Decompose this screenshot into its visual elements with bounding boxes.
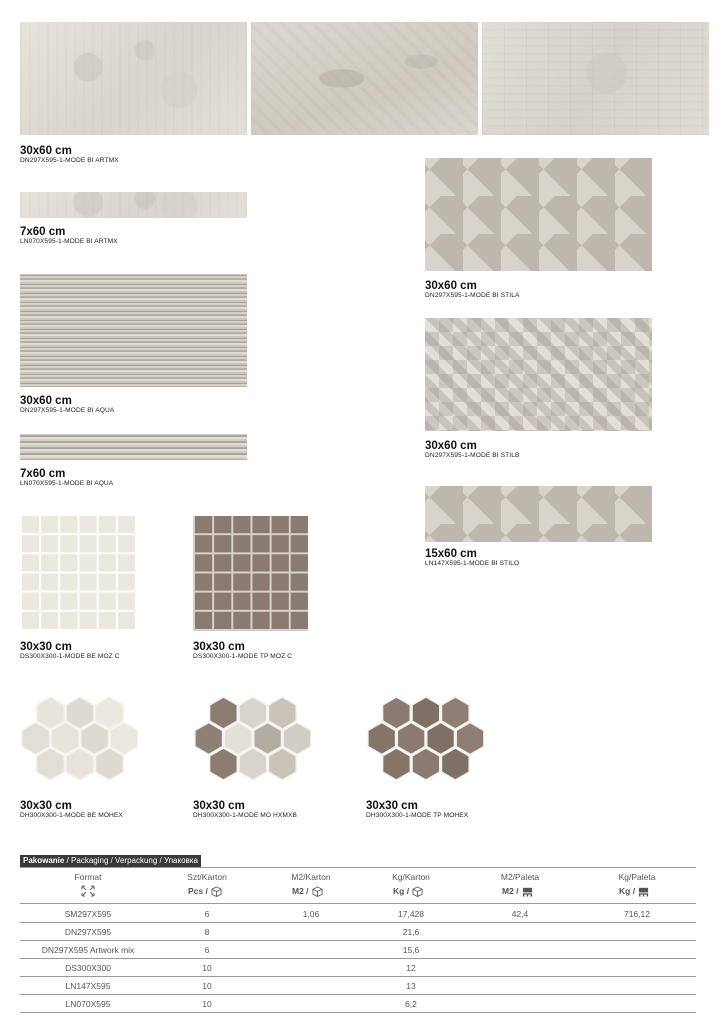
hexagon-tile: [368, 723, 396, 755]
unit-pcs: [188, 885, 222, 897]
hexagon-tile: [412, 697, 440, 729]
tile-image-hxmxb: [193, 688, 311, 788]
hexagon-tile: [383, 748, 411, 780]
hexagon-tile: [268, 748, 296, 780]
hexagon-tile: [81, 723, 109, 755]
col-header-format: Format: [74, 872, 102, 882]
col-header-m2-carton: M2/Karton: [291, 872, 331, 882]
hexagon-tile: [456, 723, 484, 755]
unit-kg-carton-label: Kg /: [393, 886, 410, 896]
tile-image-artmx-1: [20, 22, 247, 135]
tile-image-moz-tp: [193, 516, 308, 631]
unit-kg-pallet-label: Kg /: [619, 886, 636, 896]
table-rule: [20, 994, 696, 995]
hexagon-tile: [239, 697, 267, 729]
hexagon-tile: [110, 723, 138, 755]
hexagon-tile: [66, 748, 94, 780]
tile-code: DS300X300-1-MODE TP MOZ C: [193, 653, 292, 660]
hexagon-tile: [95, 748, 123, 780]
cell-kg-carton: 15,6: [402, 945, 420, 955]
pallet-icon: [522, 886, 533, 897]
tile-image-artmx-2: [251, 22, 478, 135]
tile-code: DH300X300-1-MODE MO HXMXB: [193, 812, 297, 819]
cell-kg-carton: 21,6: [402, 927, 420, 937]
tile-size: 30x60 cm: [20, 145, 72, 157]
cell-kg-carton: 6,2: [405, 999, 417, 1009]
tile-code: DN297X595-1-MODE BI AQUA: [20, 407, 115, 414]
tile-image-mohex-be: [20, 688, 138, 788]
box-icon: [412, 886, 423, 897]
table-rule: [20, 940, 696, 941]
table-rule-header: [20, 903, 696, 904]
table-rule: [20, 958, 696, 959]
hexagon-tile: [441, 697, 469, 729]
tile-size: 7x60 cm: [20, 226, 66, 238]
box-icon: [211, 886, 222, 897]
unit-m2-pallet-label: M2 /: [502, 886, 519, 896]
tile-image-stila: [425, 158, 652, 271]
cell-kg-carton: 13: [406, 981, 416, 991]
unit-m2-carton-label: M2 /: [292, 886, 309, 896]
col-header-kg-pallet: Kg/Paleta: [618, 872, 656, 882]
tile-image-artmx-listello: [20, 192, 247, 218]
tile-size: 30x30 cm: [193, 641, 245, 653]
hexagon-tile: [441, 748, 469, 780]
table-rule: [20, 976, 696, 977]
expand-arrows-icon: [81, 885, 95, 897]
hexagon-tile: [22, 723, 50, 755]
tile-code: DH300X300-1-MODE TP MOHEX: [366, 812, 469, 819]
cell-kg-carton: 12: [406, 963, 416, 973]
packaging-title-bold: Pakowanie: [23, 856, 65, 865]
cell-format: DN297X595 Artwork mix: [41, 945, 135, 955]
tile-code: DH300X300-1-MODE BE MOHEX: [20, 812, 123, 819]
tile-code: LN070X595-1-MODE BI AQUA: [20, 480, 114, 487]
tile-image-aqua: [20, 274, 247, 387]
hexagon-tile: [51, 723, 79, 755]
tile-size: 30x30 cm: [193, 800, 245, 812]
hexagon-tile: [210, 697, 238, 729]
col-header-pcs-carton: Szt/Karton: [187, 872, 227, 882]
unit-m2-pallet: [502, 885, 533, 897]
hexagon-tile: [412, 748, 440, 780]
tile-image-artmx-3: [482, 22, 709, 135]
cell-format: DN297X595: [64, 927, 112, 937]
tile-image-aqua-listello: [20, 434, 247, 460]
tile-size: 7x60 cm: [20, 468, 66, 480]
unit-kg-pallet: [619, 885, 649, 897]
packaging-title: [20, 855, 696, 867]
tile-code: DN297X595-1-MODE BI STILB: [425, 452, 520, 459]
unit-kg-carton: [393, 885, 423, 897]
hexagon-tile: [195, 723, 223, 755]
hexagon-tile: [37, 697, 65, 729]
hexagon-tile: [224, 723, 252, 755]
pallet-icon: [638, 886, 649, 897]
col-header-m2-pallet: M2/Paleta: [500, 872, 540, 882]
tile-size: 30x30 cm: [20, 800, 72, 812]
table-rule-bottom: [20, 1012, 696, 1013]
unit-pcs-label: Pcs /: [188, 886, 208, 896]
cell-pcs: 10: [202, 999, 212, 1009]
hexagon-tile: [268, 697, 296, 729]
tile-size: 30x60 cm: [20, 395, 72, 407]
cell-format: LN070X595: [65, 999, 111, 1009]
cell-kg-carton: 17,428: [398, 909, 424, 919]
col-header-kg-carton: Kg/Karton: [392, 872, 430, 882]
hexagon-tile: [37, 748, 65, 780]
cell-pcs: 10: [202, 981, 212, 991]
cell-format: DS300X300: [65, 963, 111, 973]
table-rule: [20, 922, 696, 923]
unit-m2-carton: [292, 885, 323, 897]
tile-code: LN147X595-1-MODE BI STILO: [425, 560, 520, 567]
cell-m2-carton: 1,06: [302, 909, 320, 919]
cell-format: LN147X595: [65, 981, 111, 991]
tile-size: 15x60 cm: [425, 548, 477, 560]
tile-size: 30x30 cm: [20, 641, 72, 653]
cell-pcs: 6: [204, 945, 210, 955]
tile-code: DN297X595-1-MODE BI STILA: [425, 292, 520, 299]
tile-image-stilb: [425, 318, 652, 431]
hexagon-tile: [95, 697, 123, 729]
hexagon-tile: [397, 723, 425, 755]
box-icon: [312, 886, 323, 897]
cell-pcs: 6: [204, 909, 210, 919]
hexagon-tile: [66, 697, 94, 729]
cell-pcs: 10: [202, 963, 212, 973]
hexagon-tile: [427, 723, 455, 755]
hexagon-tile: [254, 723, 282, 755]
tile-size: 30x60 cm: [425, 280, 477, 292]
cell-pcs: 8: [204, 927, 210, 937]
cell-format: SM297X595: [64, 909, 112, 919]
tile-image-moz-be: [20, 516, 135, 631]
table-rule-top: [20, 867, 696, 868]
hexagon-tile: [383, 697, 411, 729]
tile-size: 30x30 cm: [366, 800, 418, 812]
cell-m2-pallet: 42,4: [511, 909, 529, 919]
tile-code: DS300X300-1-MODE BE MOZ C: [20, 653, 120, 660]
tile-image-mohex-tp: [366, 688, 484, 788]
cell-kg-pallet: 716,12: [624, 909, 650, 919]
hexagon-tile: [239, 748, 267, 780]
tile-code: DN297X595-1-MODE BI ARTMX: [20, 157, 119, 164]
tile-code: LN070X595-1-MODE BI ARTMX: [20, 238, 118, 245]
hexagon-tile: [210, 748, 238, 780]
tile-size: 30x60 cm: [425, 440, 477, 452]
packaging-title-rest: / Packaging / Verpackung / Упаковка: [64, 856, 198, 865]
tile-image-stilo: [425, 486, 652, 542]
hexagon-tile: [283, 723, 311, 755]
